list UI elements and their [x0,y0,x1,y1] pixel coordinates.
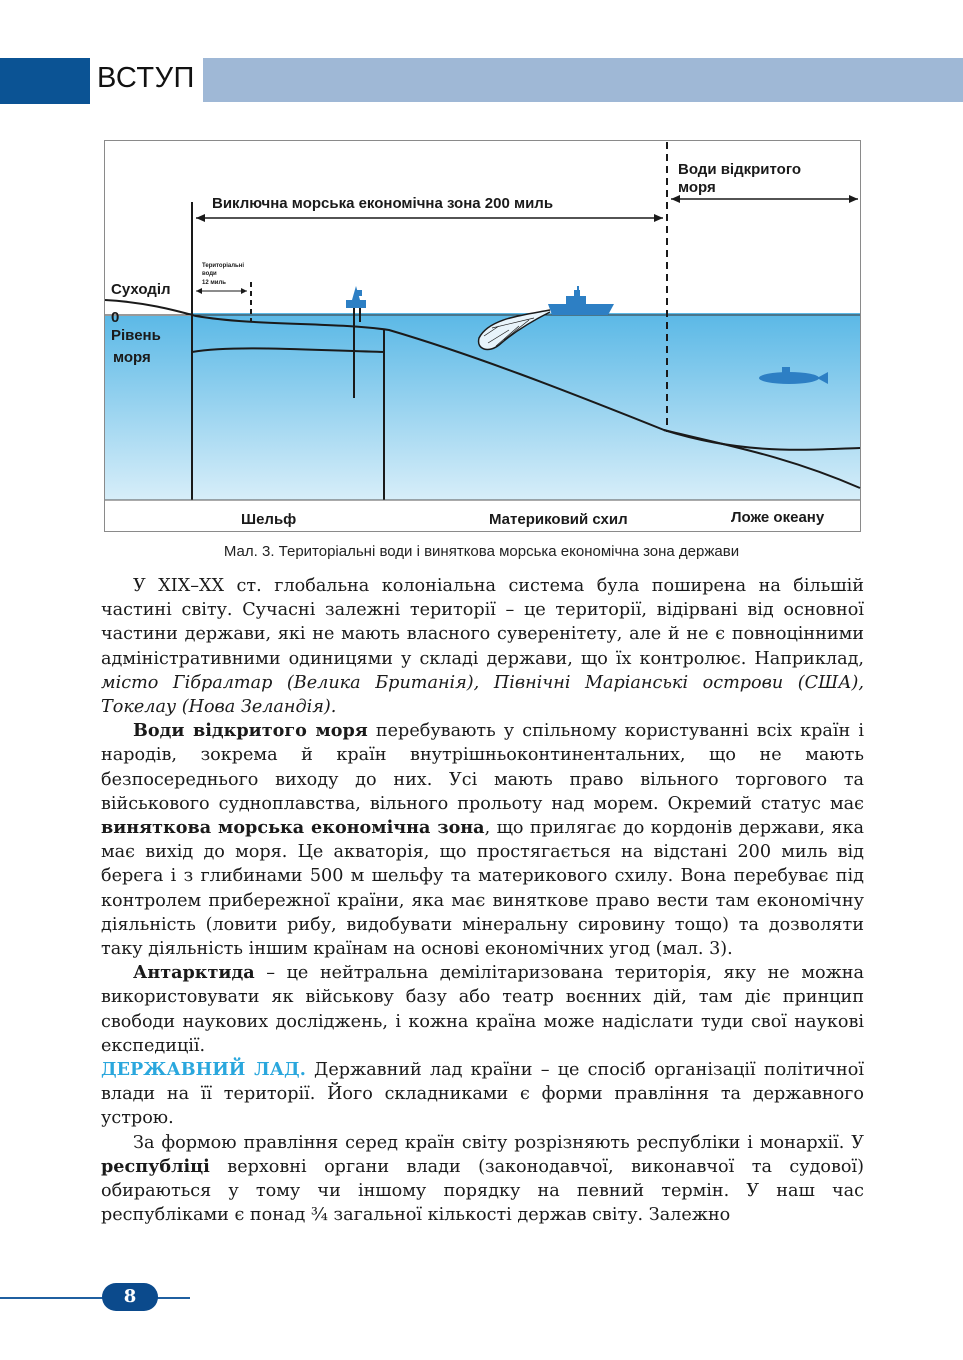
p5-text-a: За формою правління серед країн світу розрізняють республіки і монархії. У [133,1132,864,1153]
territorial-label-line1: Територіальні [202,263,245,269]
land-label: Суходіл [111,281,171,298]
figure-sea-zones [104,140,861,532]
section-title: ВСТУП [97,62,195,94]
header-bar [203,58,963,102]
shelf-label: Шельф [241,511,297,528]
figure-caption: Мал. 3. Територіальні води і виняткова морська економічна зона держави [223,543,740,560]
term-republic: республіці [101,1155,210,1177]
p2-text-a: перебувають у спільному користуванні всіх країн і народів, зокрема й країн внутрішньоконтинентальних, що не мають безпосереднього виходу до них. Усі мають право вільного торгового та військового судноплавства, вільного прольоту над морем. Окремий статус має [101,721,864,814]
sea-level-zero: 0 [111,309,120,326]
body-text [101,574,864,1227]
p1-text: У XIX–XX ст. глобальна колоніальна система була поширена на більшій частині світу. Сучасні залежні території – це території, відірвані від основної частини держави, які не мають власного суверенітету, але й не є повноцінними адміністративними одиницями у складі держави, що їх контролює. Наприклад, [101,576,864,669]
section-heading-state-system: ДЕРЖАВНИЙ ЛАД. [101,1059,306,1081]
p1-examples: місто Гібралтар (Велика Британія), Північні Маріанські острови (США), Токелау (Нова Зеландія). [101,672,864,718]
term-eez: виняткова морська економічна зона [101,817,485,839]
slope-label: Материковий схил [489,511,628,528]
territorial-label-line3: 12 миль [202,280,226,286]
open-sea-label-line2: моря [678,179,716,196]
sea-level-label-line1: Рівень [111,327,161,344]
paragraph-state-system [101,1058,864,1131]
paragraph-antarctica [101,961,864,1058]
ocean-floor-label: Ложе океану [731,509,825,526]
header-accent-block [0,58,90,104]
paragraph-dependent-territories [101,574,864,719]
paragraph-open-sea [101,719,864,961]
p2-text-b: , що прилягає до кордонів держави, яка має вихід до моря. Це акваторія, що простягається на відстані 200 миль від берега і з глибинами 500 м шельфу та материкового схилу. Вона перебуває під контролем прибережної країни, яка має виняткове право вести там економічну діяльність (ловити рибу, видобувати мінеральну сировину тощо) та дозволяти таку діяльність іншим країнам на основі економічних угод (мал. 3). [101,818,864,960]
term-open-sea: Води відкритого моря [133,720,368,742]
sea-level-label-line2: моря [113,349,151,366]
footer-line [0,1297,190,1299]
sea-zones-diagram [104,140,861,532]
term-antarctica: Антарктида [133,962,255,984]
p4-text: Державний лад країни – це спосіб організації політичної влади на її території. Його складниками є форми правління та державного устрою. [101,1060,864,1129]
p3-text: – це нейтральна демілітаризована територія, яку не можна використовувати як військову базу або театр воєнних дій, там діє принцип свободи наукових досліджень, і кожна країна може надіслати туди свої наукові експедиції. [101,963,864,1056]
page-number: 8 [102,1283,158,1311]
paragraph-forms-of-government [101,1131,864,1228]
open-sea-label-line1: Води відкритого [678,161,802,178]
territorial-label-line2: води [202,271,217,277]
p5-text-b: верховні органи влади (законодавчої, виконавчої та судової) обираються у тому чи іншому порядку на певний термін. У наш час республіками є понад ¾ загальної кількості держав світу. Залежно [101,1156,864,1226]
eez-label: Виключна морська економічна зона 200 миль [212,195,554,212]
